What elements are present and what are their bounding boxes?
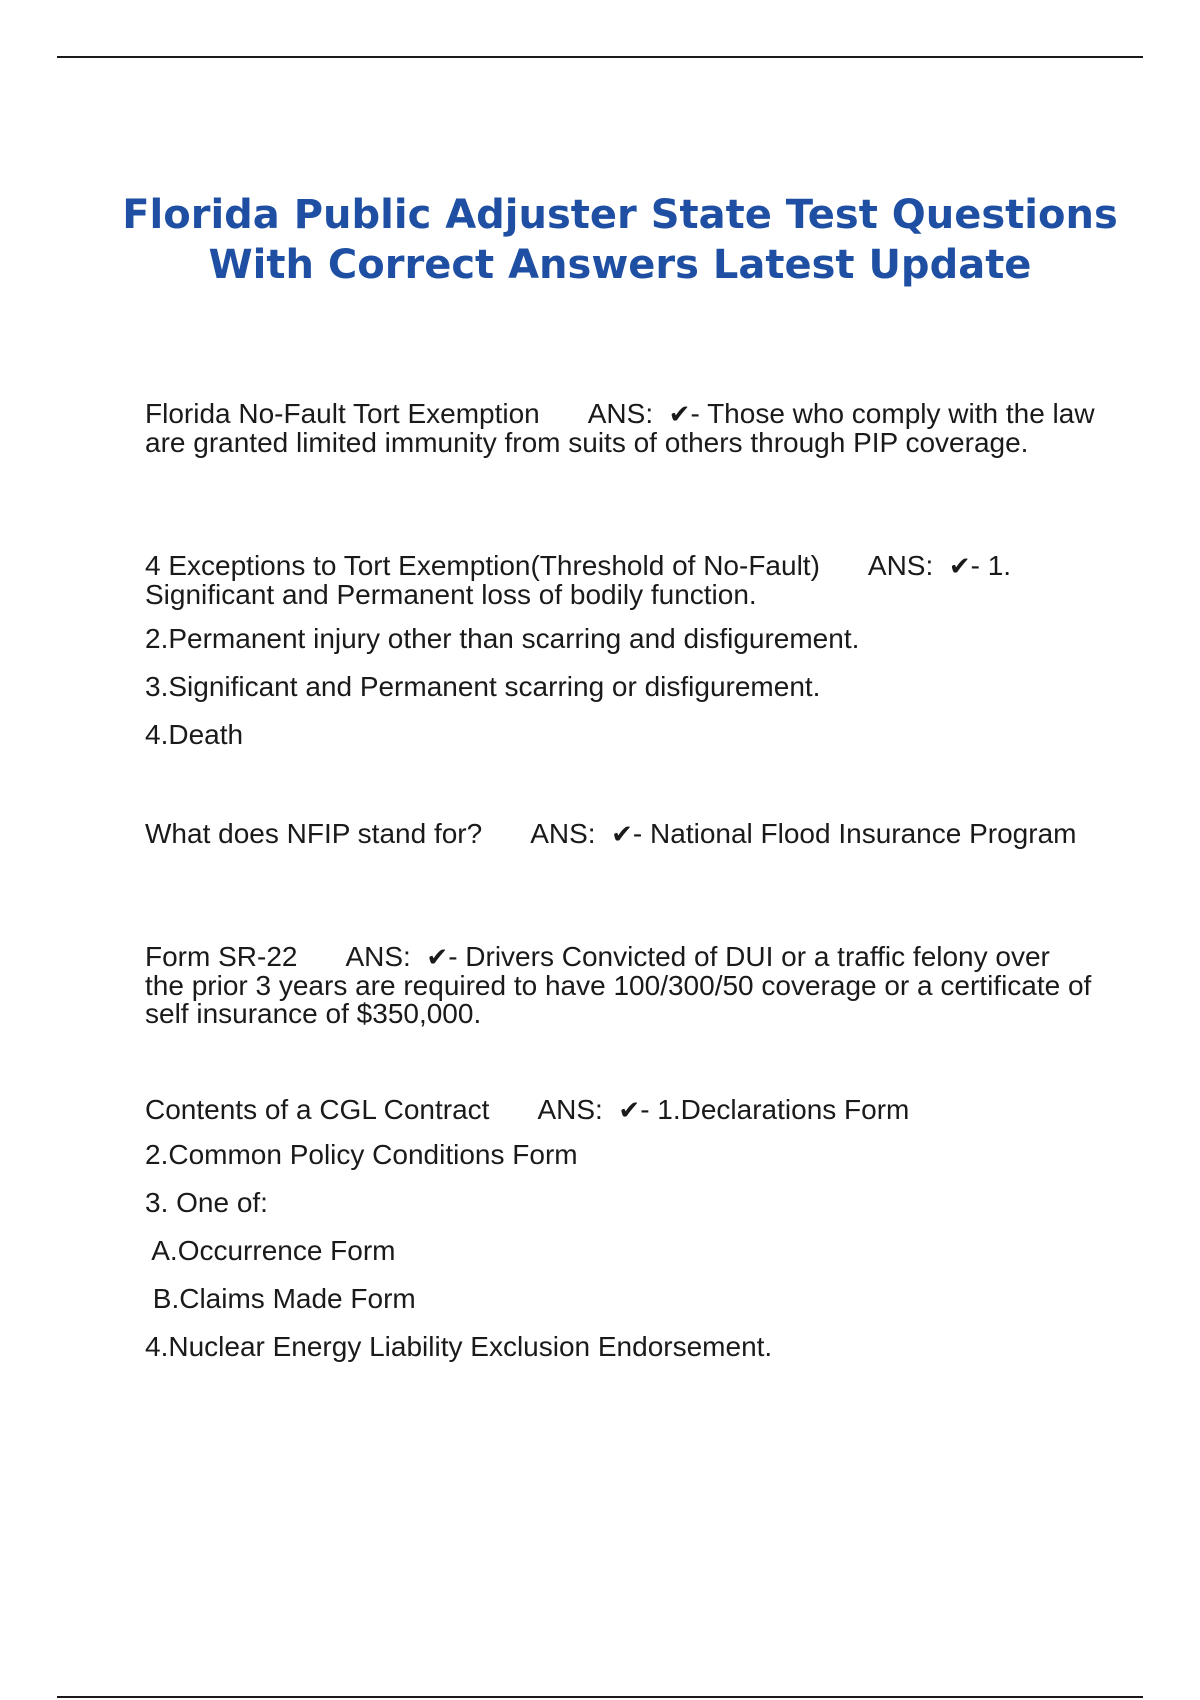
answer-text: - Drivers Convicted of DUI or a traffic felony over the prior 3 years are required to have 100/300/50 coverage or a certificate of self insurance of $350,000. xyxy=(145,941,1092,1029)
ans-label: ANS: xyxy=(345,941,411,972)
list-item: 3. One of: xyxy=(145,1187,268,1218)
ans-label: ANS: xyxy=(587,398,654,429)
list-item: B.Claims Made Form xyxy=(145,1283,416,1314)
qa-block-1 xyxy=(145,400,1095,457)
title-line-2: With Correct Answers Latest Update xyxy=(208,242,1032,288)
qa-text xyxy=(145,820,1095,849)
ans-label: ANS: xyxy=(867,550,934,581)
top-rule xyxy=(57,56,1143,58)
answer-text: - National Flood Insurance Program xyxy=(632,818,1077,849)
ans-label: ANS: xyxy=(537,1094,603,1125)
bottom-rule xyxy=(57,1696,1143,1698)
list-item: 4.Nuclear Energy Liability Exclusion Endorsement. xyxy=(145,1331,773,1362)
checkmark-icon: ✔ xyxy=(948,552,971,582)
qa-block-2 xyxy=(145,552,1095,759)
answer-text: - Those who comply with the law are granted limited immunity from suits of others through PIP coverage. xyxy=(145,398,1095,458)
qa-text xyxy=(145,943,1095,1028)
qa-text xyxy=(145,400,1095,457)
qa-text xyxy=(145,552,1095,609)
checkmark-icon: ✔ xyxy=(668,400,691,430)
list-item: A.Occurrence Form xyxy=(145,1235,396,1266)
checkmark-icon: ✔ xyxy=(611,820,633,850)
qa-block-5 xyxy=(145,1096,1095,1371)
answer-text: - 1. Significant and Permanent loss of bodily function. xyxy=(145,550,1012,610)
question-text: Contents of a CGL Contract xyxy=(145,1094,490,1125)
question-text: 4 Exceptions to Tort Exemption(Threshold of No-Fault) xyxy=(145,550,820,581)
list-item: 3.Significant and Permanent scarring or disfigurement. xyxy=(145,671,821,702)
list-item: 2.Permanent injury other than scarring and disfigurement. xyxy=(145,623,860,654)
qa-text xyxy=(145,1096,1095,1125)
checkmark-icon: ✔ xyxy=(618,1096,641,1126)
question-text: What does NFIP stand for? xyxy=(145,818,483,849)
document-title xyxy=(0,190,1200,290)
qa-block-4 xyxy=(145,943,1095,1028)
list-item: 4.Death xyxy=(145,719,244,750)
qa-block-3 xyxy=(145,820,1095,849)
title-line-1: Florida Public Adjuster State Test Questions xyxy=(122,192,1118,238)
question-text: Form SR-22 xyxy=(145,941,298,972)
question-text: Florida No-Fault Tort Exemption xyxy=(145,398,540,429)
checkmark-icon: ✔ xyxy=(426,943,449,973)
list-item: 2.Common Policy Conditions Form xyxy=(145,1139,578,1170)
answer-text: - 1.Declarations Form xyxy=(640,1094,910,1125)
ans-label: ANS: xyxy=(530,818,596,849)
